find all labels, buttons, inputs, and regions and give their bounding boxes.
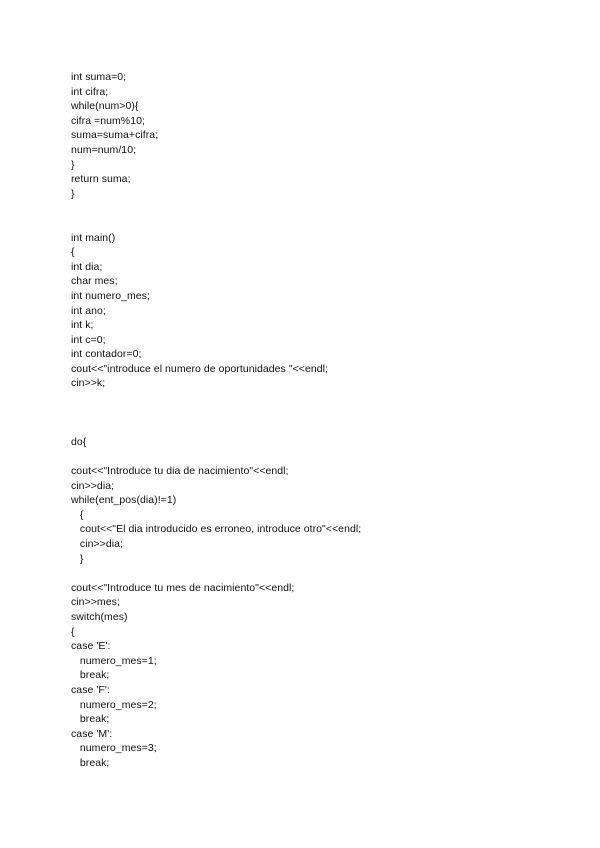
code-line: int main() xyxy=(71,231,116,244)
code-line: break; xyxy=(71,669,110,682)
code-listing xyxy=(71,70,571,771)
code-line xyxy=(71,449,571,464)
code-line: } xyxy=(71,187,75,200)
code-line: cin>>k; xyxy=(71,377,106,390)
code-line: while(ent_pos(dia)!=1) xyxy=(71,494,177,507)
code-line: break; xyxy=(71,756,110,769)
code-line: cout<<"Introduce tu mes de nacimiento"<<endl; xyxy=(71,581,295,594)
code-line: numero_mes=3; xyxy=(71,742,157,755)
code-line xyxy=(71,391,571,406)
code-line: } xyxy=(71,158,75,171)
code-line: int ano; xyxy=(71,304,106,317)
code-line: cout<<"Introduce tu dia de nacimiento"<<endl; xyxy=(71,465,289,478)
code-line: cin>>dia; xyxy=(71,479,115,492)
code-line: case 'F': xyxy=(71,683,110,696)
code-line: do{ xyxy=(71,435,87,448)
code-line: int dia; xyxy=(71,260,103,273)
code-line: int c=0; xyxy=(71,333,106,346)
code-line xyxy=(71,420,571,435)
code-line: int suma=0; xyxy=(71,71,127,83)
code-line: int contador=0; xyxy=(71,348,142,361)
code-line: num=num/10; xyxy=(71,143,137,156)
code-line xyxy=(71,216,571,231)
code-line xyxy=(71,406,571,421)
code-line: switch(mes) xyxy=(71,610,128,623)
code-line: numero_mes=2; xyxy=(71,698,157,711)
code-line: case 'M': xyxy=(71,727,113,740)
code-line: int cifra; xyxy=(71,85,109,98)
code-line: cin>>mes; xyxy=(71,596,120,609)
code-line: while(num>0){ xyxy=(71,100,139,113)
code-line: char mes; xyxy=(71,275,118,288)
code-line: cifra =num%10; xyxy=(71,114,145,127)
code-line: case 'E': xyxy=(71,640,111,653)
code-line xyxy=(71,566,571,581)
code-line: { xyxy=(71,508,84,521)
code-line: int k; xyxy=(71,319,94,332)
code-line: suma=suma+cifra; xyxy=(71,129,159,142)
code-line: { xyxy=(71,625,75,638)
code-line: return suma; xyxy=(71,173,131,186)
code-line: } xyxy=(71,552,84,565)
code-line: cin>>dia; xyxy=(71,538,123,550)
code-line: int numero_mes; xyxy=(71,289,150,302)
code-line: cout<<"El dia introducido es erroneo, introduce otro"<<endl; xyxy=(71,523,362,536)
code-line: numero_mes=1; xyxy=(71,654,157,667)
code-line: cout<<"introduce el numero de oportunidades "<<endl; xyxy=(71,362,328,375)
code-line: { xyxy=(71,246,75,259)
code-line xyxy=(71,201,571,216)
code-line: break; xyxy=(71,713,110,726)
